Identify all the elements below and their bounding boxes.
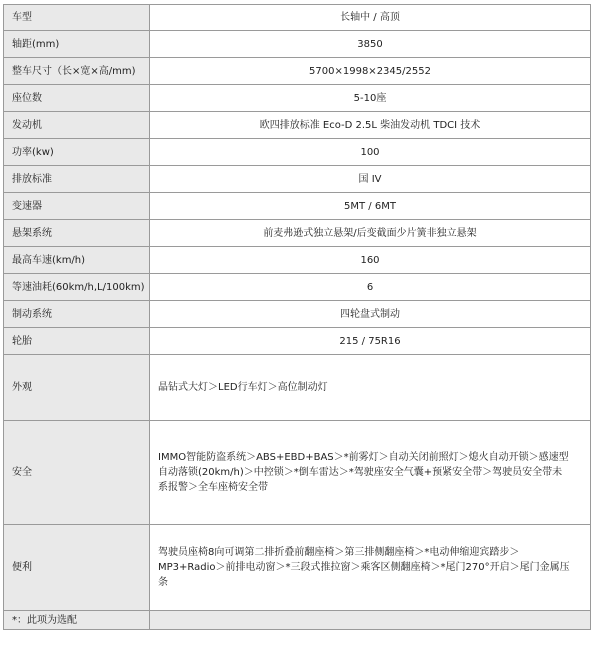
spec-label: 轮胎	[4, 328, 150, 355]
footnote-blank-cell	[150, 611, 591, 630]
spec-value: 5-10座	[150, 85, 591, 112]
spec-label: 悬架系统	[4, 220, 150, 247]
spec-row-engine	[4, 112, 591, 139]
spec-label: 最高车速(km/h)	[4, 247, 150, 274]
spec-row-wheelbase	[4, 31, 591, 58]
spec-value: 前麦弗逊式独立悬架/后变截面少片簧非独立悬架	[150, 220, 591, 247]
spec-label: 车型	[4, 5, 150, 31]
spec-label: 座位数	[4, 85, 150, 112]
spec-value: 国 IV	[150, 166, 591, 193]
spec-row-model	[4, 5, 591, 31]
spec-row-top-speed	[4, 247, 591, 274]
spec-label: 外观	[4, 355, 150, 421]
spec-value: IMMO智能防盗系统＞ABS+EBD+BAS＞*前雾灯＞自动关闭前照灯＞熄火自动开锁＞感速型自动落锁(20km/h)＞中控锁＞*倒车雷达＞*驾驶座安全气囊+预紧安全带＞驾驶员安全带未系报警＞全车座椅安全带	[150, 421, 591, 525]
spec-value: 215 / 75R16	[150, 328, 591, 355]
spec-row-transmission	[4, 193, 591, 220]
spec-value: 欧四排放标准 Eco-D 2.5L 柴油发动机 TDCI 技术	[150, 112, 591, 139]
spec-value: 100	[150, 139, 591, 166]
spec-row-fuel	[4, 274, 591, 301]
spec-row-exterior	[4, 355, 591, 421]
spec-value: 6	[150, 274, 591, 301]
footnote-row	[4, 611, 591, 630]
spec-label: 安全	[4, 421, 150, 525]
spec-value: 5700×1998×2345/2552	[150, 58, 591, 85]
spec-row-dimensions	[4, 58, 591, 85]
spec-label: 整车尺寸（长×宽×高/mm)	[4, 58, 150, 85]
spec-label: 发动机	[4, 112, 150, 139]
spec-label: 变速器	[4, 193, 150, 220]
footnote: *：此项为选配	[4, 611, 150, 630]
spec-row-tires	[4, 328, 591, 355]
spec-value: 160	[150, 247, 591, 274]
spec-table	[3, 4, 591, 630]
spec-row-suspension	[4, 220, 591, 247]
spec-value: 5MT / 6MT	[150, 193, 591, 220]
spec-label: 功率(kw)	[4, 139, 150, 166]
spec-row-brakes	[4, 301, 591, 328]
spec-label: 便利	[4, 525, 150, 611]
spec-row-seats	[4, 85, 591, 112]
spec-label: 轴距(mm)	[4, 31, 150, 58]
spec-value: 晶钻式大灯＞LED行车灯＞高位制动灯	[150, 355, 591, 421]
spec-value: 长轴中 / 高顶	[150, 5, 591, 31]
spec-row-convenience	[4, 525, 591, 611]
spec-label: 制动系统	[4, 301, 150, 328]
spec-row-safety	[4, 421, 591, 525]
spec-value: 四轮盘式制动	[150, 301, 591, 328]
spec-row-power	[4, 139, 591, 166]
spec-value: 3850	[150, 31, 591, 58]
spec-value: 驾驶员座椅8向可调第二排折叠前翻座椅＞第三排侧翻座椅＞*电动伸缩迎宾踏步＞MP3+Radio＞前排电动窗＞*三段式推拉窗＞乘客区侧翻座椅＞*尾门270°开启＞尾门金属压条	[150, 525, 591, 611]
spec-row-emission	[4, 166, 591, 193]
spec-label: 排放标准	[4, 166, 150, 193]
spec-label: 等速油耗(60km/h,L/100km)	[4, 274, 150, 301]
